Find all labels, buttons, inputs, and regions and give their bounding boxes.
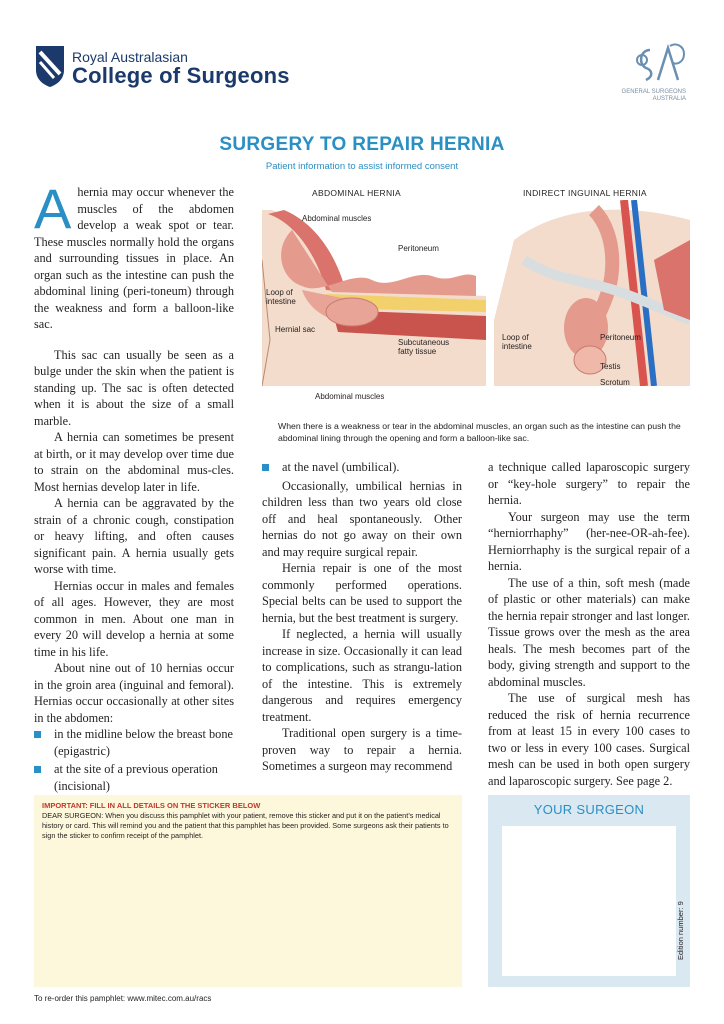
label-scrotum: Scrotum	[600, 378, 630, 387]
paragraph: a technique called laparoscopic surgery or “key-hole surgery” to repair the hernia.	[488, 460, 690, 507]
label-abdominal-muscles-bottom: Abdominal muscles	[315, 392, 385, 401]
paragraph: A hernia can be aggravated by the strain of a chronic cough, constipation or heavy lifting, and often causes significant pain. A hernia usually gets worse with time.	[34, 496, 234, 576]
sticker-important-heading: IMPORTANT: FILL IN ALL DETAILS ON THE STICKER BELOW	[42, 801, 261, 810]
bullet-square-icon	[34, 731, 41, 738]
label-peritoneum-2: Peritoneum	[600, 333, 641, 342]
figure-title-inguinal: INDIRECT INGUINAL HERNIA	[523, 188, 647, 198]
paragraph: Occasionally, umbilical hernias in children less than two years old close off and heal spontaneously. Other hernias do not go away on their own and may require surgical repair.	[262, 478, 462, 559]
paragraph: About nine out of 10 hernias occur in the groin area (inguinal and femoral). Hernias occur occasionally at other sites in the abdomen:	[34, 661, 234, 725]
figure-caption: When there is a weakness or tear in the abdominal muscles, an organ such as the intestine can push the abdominal lining through the opening and form a balloon-like sac.	[278, 421, 681, 443]
gsa-logo-icon	[630, 40, 690, 88]
org-name-line1: Royal Australasian	[72, 49, 188, 65]
edition-number: Edition number: 9	[676, 901, 685, 960]
paragraph: A hernia can sometimes be present at birth, or it may develop over time due to strain on the abdominal mus-cles. Most hernias develop later in life.	[34, 430, 234, 494]
intro-paragraph: Ahernia may occur whenever the muscles of the abdomen develop a weak spot or tear. These muscles normally hold the organs and surrounding tissues in place. An organ such as the intestine can push the abdominal lining (peri-toneum) through the weakness and form a balloon-like sac.	[34, 177, 234, 331]
paragraph: This sac can usually be seen as a bulge under the skin when the patient is standing up. The sac is often detected when it is about the size of a small marble.	[34, 347, 234, 428]
column-1	[34, 177, 234, 794]
label-testis: Testis	[600, 362, 621, 371]
label-loop-intestine: Loop of intestine	[266, 288, 296, 306]
reorder-note: To re-order this pamphlet: www.mitec.com.au/racs	[34, 994, 212, 1003]
bullet-square-icon	[262, 464, 269, 471]
page-title: SURGERY TO REPAIR HERNIA	[219, 134, 505, 155]
paragraph: If neglected, a hernia will usually increase in size. Occasionally it can lead to complications, such as strangu-lation of the intestine. This is extremely dangerous and requires emergency treatment.	[262, 627, 462, 724]
org-name-line2: College of Surgeons	[72, 63, 290, 88]
bullet-square-icon	[34, 766, 41, 773]
bullet-item: at the site of a previous operation (incisional)	[34, 761, 234, 794]
drop-cap: A	[34, 177, 72, 240]
partner-name: GENERAL SURGEONS AUSTRALIA	[621, 89, 686, 102]
inguinal-hernia-illustration	[494, 200, 690, 386]
figure-title-abdominal: ABDOMINAL HERNIA	[312, 188, 402, 198]
label-abdominal-muscles-top: Abdominal muscles	[302, 214, 372, 223]
paragraph: Traditional open surgery is a time-proven way to repair a hernia. Sometimes a surgeon may recommend	[262, 726, 462, 773]
column-2	[262, 459, 462, 775]
label-loop-intestine-2: Loop of intestine	[502, 333, 532, 351]
bullet-item: at the navel (umbilical).	[262, 459, 462, 476]
label-subcutaneous-fat: Subcutaneous fatty tissue	[398, 338, 450, 356]
paragraph: Hernias occur in males and females of all ages. However, they are most common in men. About one man in every 20 will develop a hernia at some time in his life.	[34, 578, 234, 659]
paragraph: The use of a thin, soft mesh (made of plastic or other materials) can make the hernia repair stronger and last longer. Tissue grows over the mesh as the area heals. The mesh becomes part of the body, giving strength and support to the abdominal muscles.	[488, 575, 690, 689]
label-hernial-sac: Hernial sac	[275, 325, 316, 334]
college-shield-icon	[34, 44, 66, 88]
paragraph: Your surgeon may use the term “herniorrhaphy” (her-nee-OR-ah-fee). Herniorrhaphy is the surgical repair of a hernia.	[488, 509, 690, 573]
bullet-item: in the midline below the breast bone (epigastric)	[34, 726, 234, 759]
column-3	[488, 459, 690, 789]
your-surgeon-title: YOUR SURGEON	[533, 802, 645, 817]
paragraph: Hernia repair is one of the most commonly performed operations. Special belts can be used to support the hernia, but the best treatment is surgery.	[262, 561, 462, 625]
page-subtitle: Patient information to assist informed consent	[265, 161, 459, 172]
paragraph: The use of surgical mesh has reduced the risk of hernia recurrence from at least 15 in every 100 cases to two or less in every 100 cases. Surgical mesh can be used in both open surgery and laparoscopic surgery. See page 2.	[488, 691, 690, 788]
surgeon-details-field[interactable]	[502, 826, 676, 976]
sticker-instructions: DEAR SURGEON: When you discuss this pamphlet with your patient, remove this sticker and put it on the patient’s medical history or card. This will remind you and the patient that this pamphlet has been provided. Some surgeons ask their patients to sign the sticker to confirm receipt of the pamphlet.	[42, 811, 449, 840]
label-peritoneum: Peritoneum	[398, 244, 439, 253]
